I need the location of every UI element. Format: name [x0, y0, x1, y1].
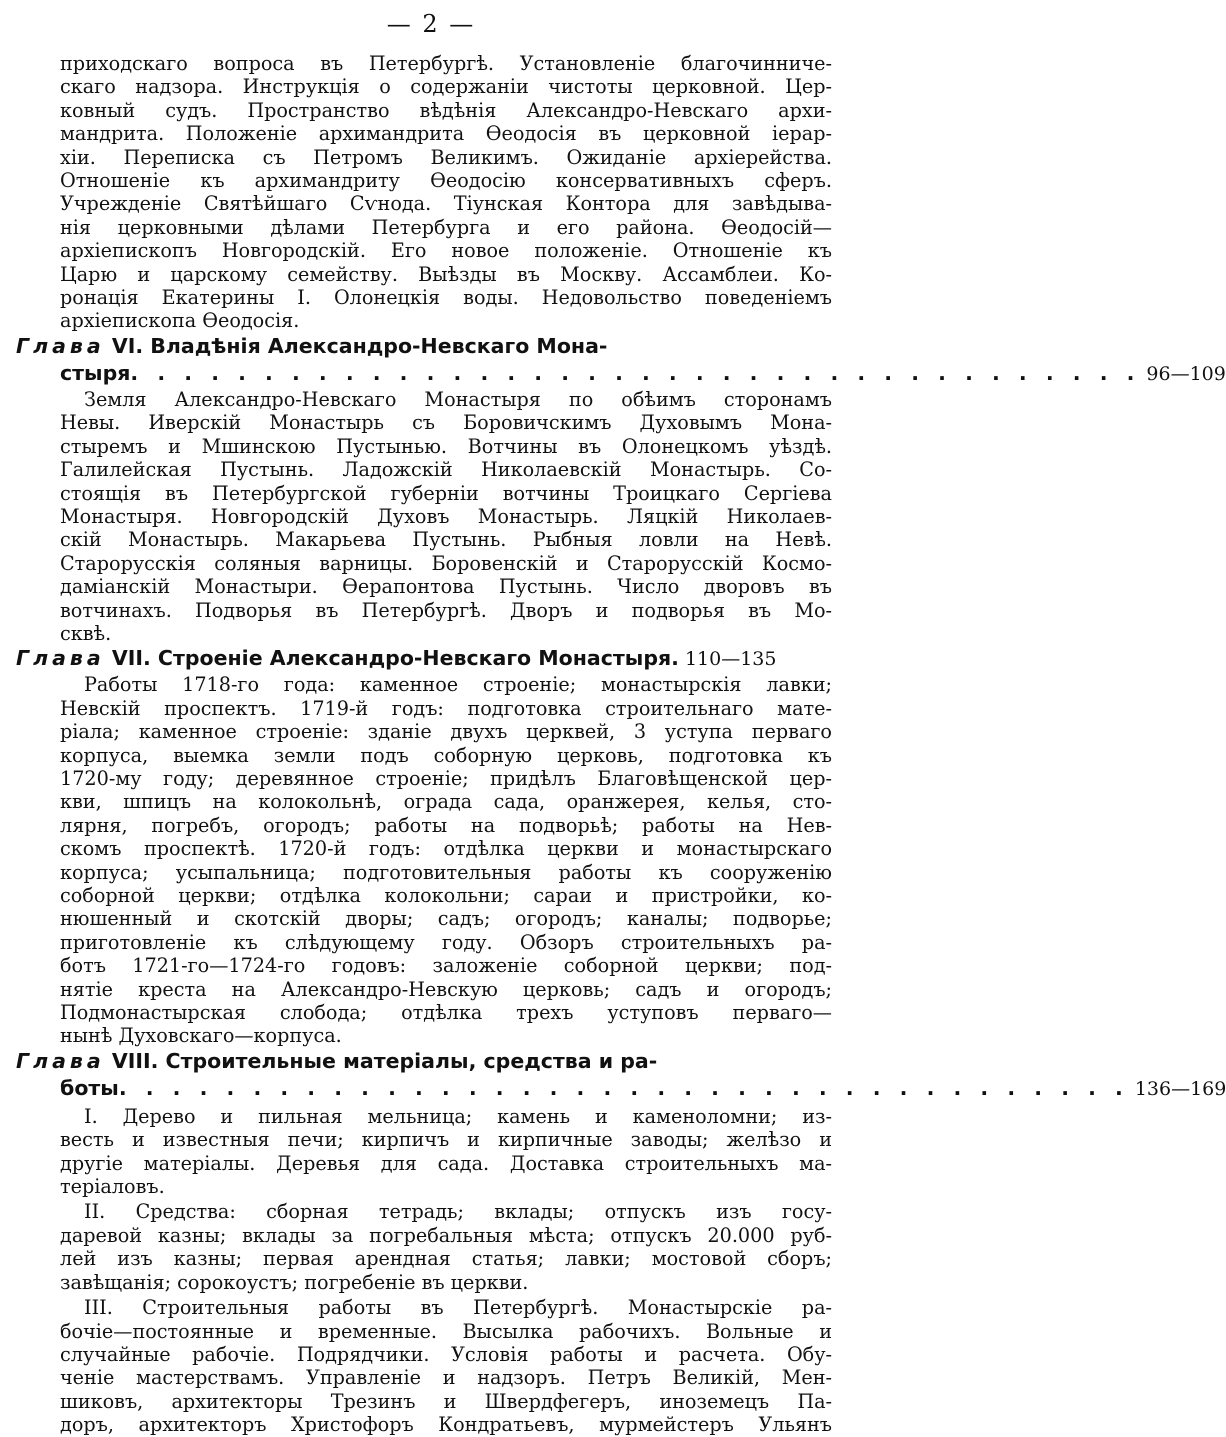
text-line: лей изъ казны; первая арендная статья; лавки; мостовой сборъ; — [60, 1247, 832, 1271]
text-line: вотчинахъ. Подворья въ Петербургѣ. Дворъ и подворья въ Мо- — [60, 598, 832, 622]
text-line: корпуса; усыпальница; подготовительныя работы къ сооруженію — [60, 860, 832, 884]
text-line: ботъ 1721-го—1724-го годовъ: заложеніе соборной церкви; под- — [60, 954, 832, 978]
chapter-heading-viii — [16, 1048, 1226, 1103]
text-line: Отношеніе къ архимандриту Өеодосію консервативныхъ сферъ. — [60, 169, 832, 193]
text-line: нюшенный и скотскій дворы; садъ; огородъ; каналы; подворье; — [60, 907, 832, 931]
text-line: лярня, погребъ, огородъ; работы на подворьѣ; работы на Нев- — [60, 813, 832, 837]
text-line: нынѣ Духовскаго—корпуса. — [60, 1024, 342, 1048]
text-line: Земля Александро-Невскаго Монастыря по обѣимъ сторонамъ — [84, 387, 832, 411]
text-line: Подмонастырская слобода; отдѣлка трехъ уступовъ перваго— — [60, 1001, 832, 1025]
chapter-summary-vii — [60, 673, 832, 1048]
text-line: Галилейская Пустынь. Ладожскій Николаевскій Монастырь. Со- — [60, 458, 832, 482]
page-number: — 2 — — [386, 10, 476, 38]
text-line: I. Дерево и пильная мельница; камень и каменоломни; из- — [84, 1104, 832, 1128]
chapter-summary-viii — [60, 1105, 832, 1437]
text-line: архіепископъ Новгородскій. Его новое положеніе. Отношеніе къ — [60, 239, 832, 263]
chapter-title: Владѣнія Александро-Невскаго Мона- — [150, 333, 608, 358]
text-line: доръ, архитекторъ Христофоръ Кондратьевъ, мурмейстеръ Ульянъ — [60, 1413, 832, 1437]
leader-dots: . . . . . . . . . . . . . . . . . . . . . . . . . . . . . . . . . . . . . . — [118, 1075, 1129, 1100]
text-line: Царю и царскому семейству. Выѣзды въ Москву. Ассамблеи. Ко- — [60, 262, 832, 286]
text-line: скомъ проспектѣ. 1720-й годъ: отдѣлка церкви и монастырскаго — [60, 837, 832, 861]
text-line: Работы 1718-го года: каменное строеніе; монастырскія лавки; — [84, 673, 832, 697]
text-line: ченіе мастерствамъ. Управленіе и надзоръ. Петръ Великій, Мен- — [60, 1366, 832, 1390]
text-line: скаго надзора. Инструкція о содержаніи чистоты церковной. Цер- — [60, 75, 832, 99]
text-line: стыремъ и Мшинскою Пустынью. Вотчины въ Олонецкомъ уѣздѣ. — [60, 434, 832, 458]
chapter-title: Строительные матеріалы, средства и ра- — [165, 1048, 658, 1073]
chapter-title-cont: боты — [60, 1075, 119, 1100]
text-line: Невы. Иверскій Монастырь съ Боровичскимъ Духовымъ Мона- — [60, 411, 832, 435]
page-range: 136—169 — [1134, 1077, 1226, 1100]
text-line: II. Средства: сборная тетрадь; вклады; отпускъ изъ госу- — [84, 1200, 832, 1224]
chapter-number: VII. — [111, 646, 151, 671]
leader-dots: . . . . . . . . . . . . . . . . . . . . . . . . . . . . . . . . . . . . . . — [130, 360, 1141, 385]
text-line: Учрежденіе Святѣйшаго Сѵнода. Тіунская Контора для завѣдыва- — [60, 192, 832, 216]
section-iii — [60, 1296, 832, 1436]
chapter-heading-vi — [16, 333, 1226, 388]
chapter-title-cont: стыря — [60, 360, 131, 385]
text-line: корпуса, выемка земли подъ соборную церковь, подготовка къ — [60, 743, 832, 767]
text-line: стоящія въ Петербургской губерніи вотчины Троицкаго Сергіева — [60, 481, 832, 505]
text-line: скій Монастырь. Макарьева Пустынь. Рыбныя ловли на Невѣ. — [60, 528, 832, 552]
text-line: приходскаго вопроса въ Петербургѣ. Установленіе благочинниче- — [60, 52, 832, 75]
chapter-number: VIII. — [111, 1048, 159, 1073]
text-line: ріала; каменное строеніе: зданіе двухъ церквей, 3 уступа перваго — [60, 720, 832, 744]
text-line: бочіе—постоянные и временные. Высылка рабочихъ. Вольные и — [60, 1319, 832, 1343]
text-line: даревой казны; вклады за погребальныя мѣста; отпускъ 20.000 руб- — [60, 1223, 832, 1247]
text-line: соборной церкви; отдѣлка колокольни; сараи и пристройки, ко- — [60, 884, 832, 907]
text-line: ронація Екатерины I. Олонецкія воды. Недовольство поведеніемъ — [60, 286, 832, 310]
section-ii — [60, 1200, 832, 1294]
text-line: другіе матеріалы. Деревья для сада. Доставка строительныхъ ма- — [60, 1151, 832, 1175]
text-line: завѣщанія; сорокоустъ; погребеніе въ церкви. — [60, 1270, 529, 1294]
text-line: даміанскій Монастыри. Өерапонтова Пустынь. Число дворовъ въ — [60, 575, 832, 599]
text-line: сквѣ. — [60, 621, 112, 645]
intro-paragraph — [60, 52, 832, 333]
text-line: Старорусскія соляныя варницы. Боровенскій и Старорусскій Космо- — [60, 551, 832, 575]
chapter-title: Строеніе Александро-Невскаго Монастыря. — [157, 646, 679, 671]
text-line: ковный судъ. Пространство вѣдѣнія Александро-Невскаго архи- — [60, 98, 832, 122]
chapter-summary-vi — [60, 388, 832, 645]
page-range: 110—135 — [684, 648, 777, 671]
chapter-heading-vii — [16, 645, 832, 673]
text-line: случайные рабочіе. Подрядчики. Условія работы и расчета. Обу- — [60, 1342, 832, 1366]
text-line: 1720-му году; деревянное строеніе; придѣлъ Благовѣщенской цер- — [60, 766, 832, 790]
text-line: кви, шпицъ на колокольнѣ, ограда сада, оранжерея, келья, сто- — [60, 790, 832, 814]
text-line: хіи. Переписка съ Петромъ Великимъ. Ожиданіе архіерейства. — [60, 145, 832, 169]
chapter-label: Глава — [16, 333, 105, 358]
text-line: нятіе креста на Александро-Невскую церковь; садъ и огородъ; — [60, 977, 832, 1001]
text-line: III. Строительныя работы въ Петербургѣ. Монастырскіе ра- — [84, 1296, 832, 1320]
text-line: Невскій проспектъ. 1719-й годъ: подготовка строительнаго мате- — [60, 696, 832, 720]
text-line: архіепископа Өеодосія. — [60, 309, 300, 333]
chapter-label: Глава — [16, 646, 105, 671]
chapter-number: VI. — [111, 333, 144, 358]
text-line: теріаловъ. — [60, 1175, 165, 1199]
text-line: шиковъ, архитекторы Трезинъ и Швердфегеръ, иноземецъ Па- — [60, 1389, 832, 1413]
text-line: нія церковными дѣлами Петербурга и его района. Өеодосій— — [60, 215, 832, 239]
chapter-label: Глава — [16, 1048, 105, 1073]
section-i — [60, 1105, 832, 1199]
text-line: мандрита. Положеніе архимандрита Өеодосія въ церковной іерар- — [60, 122, 832, 146]
text-line: весть и известныя печи; кирпичъ и кирпичные заводы; желѣзо и — [60, 1128, 832, 1152]
text-line: приготовленіе къ слѣдующему году. Обзоръ строительныхъ ра- — [60, 930, 832, 954]
page-range: 96—109 — [1146, 362, 1226, 385]
text-line: Монастыря. Новгородскій Духовъ Монастырь. Ляцкій Николаев- — [60, 504, 832, 528]
